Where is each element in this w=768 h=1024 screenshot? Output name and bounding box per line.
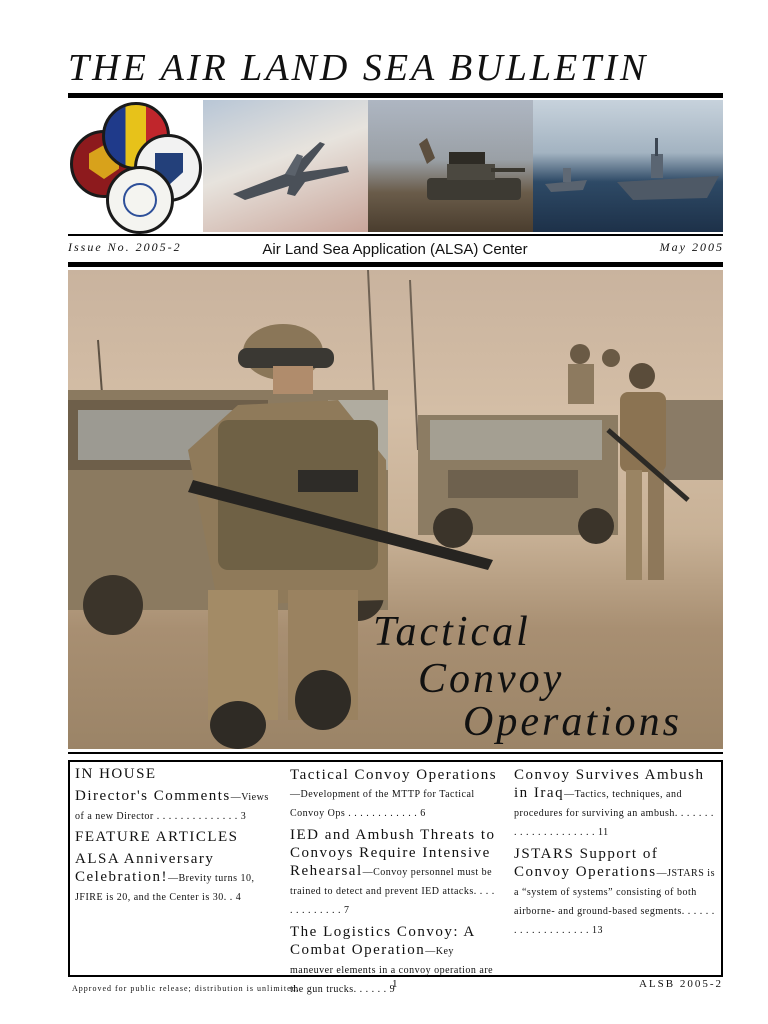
toc-entry-directors-comments[interactable]: Director's Comments—Views of a new Director . . . . . . . . . . . . . . 3	[75, 788, 269, 822]
toc-entry-desc: Development of the MTTP for Tactical Convoy Ops . . . . . . . . . . . . 6	[290, 789, 475, 819]
page-number: 1	[392, 978, 398, 990]
toc-entry-desc: Convoy personnel must be trained to detect and prevent IED attacks. . . . . . . . . . . . . 7	[290, 867, 495, 916]
cover-title-line-2: Convoy	[418, 656, 565, 702]
toc-entry-title: The Logistics Convoy: A Combat Operation	[290, 924, 475, 958]
toc-entry-jstars-support[interactable]: JSTARS Support of Convoy Operations—JSTARS is a “system of systems” consisting of both airborne- and ground-based segments. . . . . . . . . . . . . . . . . . . 13	[514, 846, 715, 936]
toc-entry-ied-ambush-threats[interactable]: IED and Ambush Threats to Convoys Require Intensive Rehearsal—Convoy personnel must be trained to detect and prevent IED attacks. . . . . . . . . . . . . 7	[290, 827, 496, 916]
toc-entry-tactical-convoy-operations[interactable]: Tactical Convoy Operations —Development of the MTTP for Tactical Convoy Ops . . . . . . . . . . . . 6	[290, 766, 500, 822]
toc-entry-title: Tactical Convoy Operations	[290, 767, 498, 783]
toc-entry-alsa-anniversary[interactable]: ALSA Anniversary Celebration!—Brevity turns 10, JFIRE is 20, and the Center is 30. . 4	[75, 851, 255, 903]
toc-entry-logistics-convoy[interactable]: The Logistics Convoy: A Combat Operation—Key maneuver elements in a convoy operation are the gun trucks. . . . . . 9	[290, 924, 494, 995]
banner-rule-bottom	[68, 262, 723, 267]
bulletin-code: ALSB 2005-2	[638, 978, 723, 990]
toc-entry-title: IED and Ambush Threats to Convoys Require Intensive Rehearsal	[290, 827, 496, 879]
masthead-rule	[68, 93, 723, 98]
section-feature-articles: FEATURE ARTICLES	[75, 829, 239, 845]
section-in-house: IN HOUSE	[75, 766, 157, 782]
toc-entry-title: ALSA Anniversary Celebration!	[75, 851, 215, 885]
masthead-title: THE AIR LAND SEA BULLETIN	[68, 47, 649, 89]
cover-title-line-3: Operations	[463, 699, 682, 745]
toc-entry-desc: JSTARS is a “system of systems” consisting of both airborne- and ground-based segments. . . . . . . . . . . . . . . . . . . 13	[514, 868, 715, 936]
toc-entry-title: Convoy Survives Ambush in Iraq	[514, 767, 705, 801]
contents-column-3	[514, 766, 716, 943]
toc-entry-title: Director's Comments	[75, 788, 231, 804]
center-name: Air Land Sea Application (ALSA) Center	[262, 241, 528, 258]
warship-icon	[541, 124, 721, 214]
issue-date: May 2005	[659, 240, 724, 254]
toc-entry-desc: Brevity turns 10, JFIRE is 20, and the Center is 30. . 4	[75, 873, 255, 903]
convoy-scene	[68, 270, 723, 749]
contents-column-1	[75, 766, 280, 910]
right-humvee	[418, 415, 618, 548]
release-statement: Approved for public release; distribution is unlimited.	[72, 984, 300, 993]
toc-entry-desc: Key maneuver elements in a convoy operation are the gun trucks. . . . . . 9	[290, 946, 494, 995]
banner-photo-strip	[203, 100, 723, 232]
toc-entry-desc: Tactics, techniques, and procedures for surviving an ambush. . . . . . . . . . . . . . . . . . . . . 11	[514, 789, 714, 838]
toc-entry-title: JSTARS Support of Convoy Operations	[514, 846, 659, 880]
cover-title-line-1: Tactical	[373, 609, 531, 655]
navy-seal-icon	[106, 166, 174, 234]
contents-column-2	[290, 766, 500, 1002]
contents-rule	[68, 752, 723, 754]
toc-entry-desc: Views of a new Director . . . . . . . . . . . . . . 3	[75, 792, 269, 822]
toc-entry-convoy-survives-ambush[interactable]: Convoy Survives Ambush in Iraq—Tactics, techniques, and procedures for surviving an ambush. . . . . . . . . . . . . . . . . . . . . 11	[514, 767, 714, 838]
fighter-jet-icon	[225, 124, 355, 214]
tank-icon	[419, 138, 529, 218]
banner-rule-top	[68, 234, 723, 236]
service-seals	[68, 100, 203, 235]
issue-number: Issue No. 2005-2	[68, 240, 182, 254]
cover-photo	[68, 270, 723, 749]
